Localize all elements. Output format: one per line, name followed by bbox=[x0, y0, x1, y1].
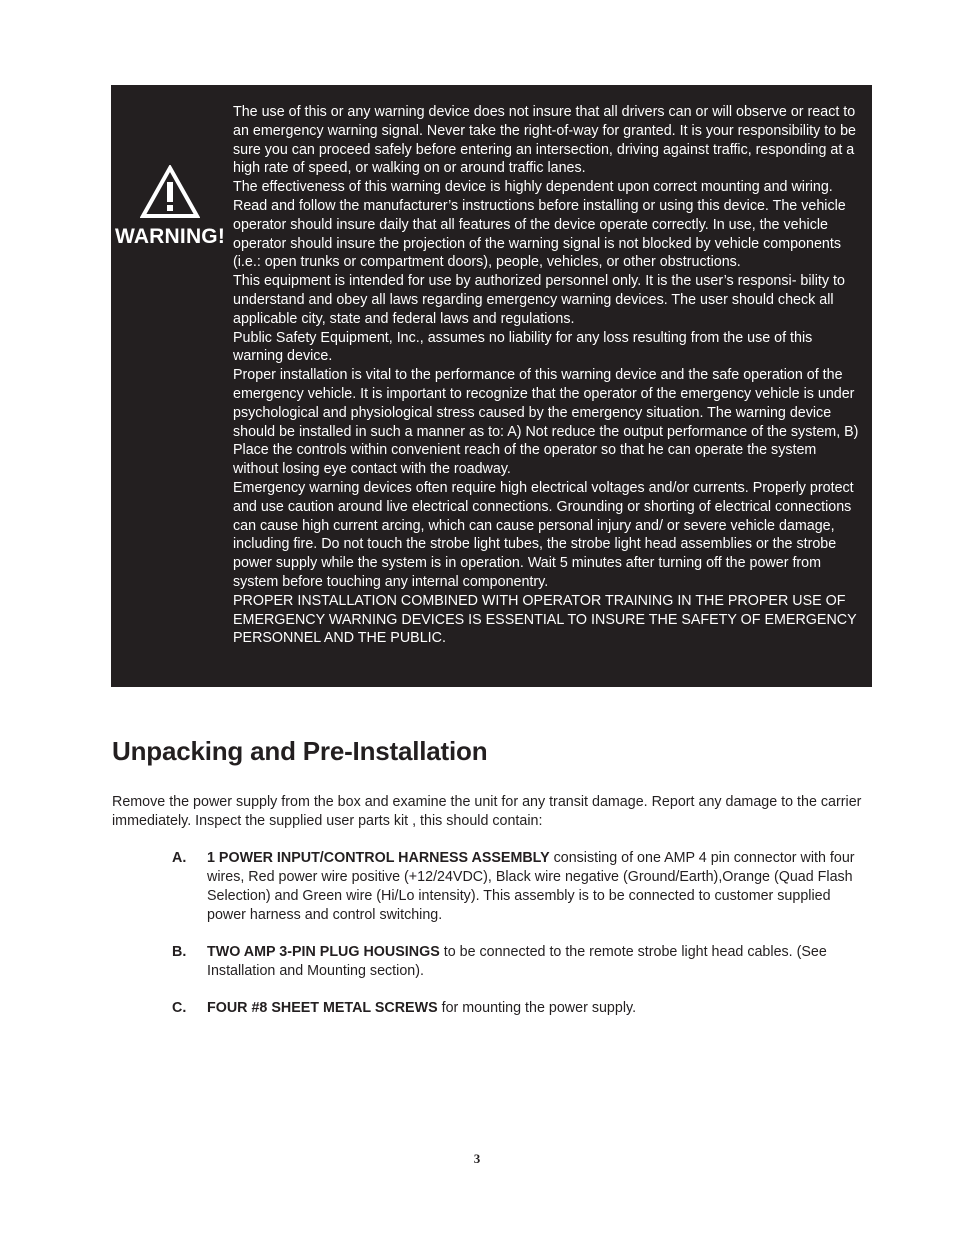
item-lead: FOUR #8 SHEET METAL SCREWS bbox=[207, 1000, 438, 1016]
warning-badge bbox=[111, 165, 229, 249]
item-letter: A. bbox=[172, 850, 187, 866]
warning-box bbox=[111, 85, 872, 687]
warning-paragraph: Public Safety Equipment, Inc., assumes no liability for any loss resulting from the use of this warning device. bbox=[233, 329, 813, 365]
warning-label: WARNING! bbox=[114, 225, 226, 248]
warning-paragraph: The effectiveness of this warning device is highly dependent upon correct mounting and wiring. Read and follow the manufacturer’s instructions before installing or using this device. The vehicle operator should insure daily that all features of the device operate correctly. In use, the vehicle operator should insure the projection of the warning signal is not blocked by vehicle components (i.e.: open trunks or compartment doors), people, vehicles, or other obstructions. bbox=[233, 179, 846, 271]
list-item bbox=[172, 943, 872, 981]
item-letter: C. bbox=[172, 1000, 187, 1016]
item-lead: 1 POWER INPUT/CONTROL HARNESS ASSEMBLY bbox=[207, 850, 550, 866]
item-text: to be connected to the remote strobe light head cables. (See Installation and Mounting section). bbox=[207, 944, 827, 979]
item-text: for mounting the power supply. bbox=[437, 1000, 637, 1016]
list-item bbox=[172, 999, 872, 1018]
item-lead: TWO AMP 3-PIN PLUG HOUSINGS bbox=[207, 944, 440, 960]
item-text: consisting of one AMP 4 pin connector with four wires, Red power wire positive (+12/24VDC), Black wire negative (Ground/Earth),Orange (Quad Flash Selection) and Green wire (Hi/Lo intensity). This assembly is to be connected to customer supplied power harness and control switching. bbox=[207, 850, 855, 923]
warning-paragraph: Emergency warning devices often require high electrical voltages and/or currents. Properly protect and use caution around live electrical connections. Grounding or shorting of electrical connections can cause high current arcing, which can cause personal injury and/ or severe vehicle damage, including fire. Do not touch the strobe light tubes, the strobe light head assemblies or the strobe power supply while the system is in operation. Wait 5 minutes after turning off the power from system before touching any internal componentry. bbox=[233, 479, 854, 590]
warning-triangle-icon bbox=[140, 165, 200, 219]
warning-paragraph: PROPER INSTALLATION COMBINED WITH OPERATOR TRAINING IN THE PROPER USE OF EMERGENCY WARNING DEVICES IS ESSENTIAL TO INSURE THE SAFETY OF EMERGENCY PERSONNEL AND THE PUBLIC. bbox=[233, 592, 857, 647]
warning-paragraph: This equipment is intended for use by authorized personnel only. It is the user’s responsi- bility to understand and obey all laws regarding emergency warning devices. The user should check all applicable city, state and federal laws and regulations. bbox=[233, 273, 845, 327]
warning-paragraph: Proper installation is vital to the performance of this warning device and the safe operation of the emergency vehicle. It is important to recognize that the operator of the emergency vehicle is under psychological and physiological stress caused by the emergency situation. The warning device should be installed in such a manner as to: A) Not reduce the output performance of the system, B) Place the controls within convenient reach of the operator so that he can operate the system without losing eye contact with the roadway. bbox=[233, 367, 859, 478]
item-letter: B. bbox=[172, 944, 187, 960]
warning-text bbox=[233, 103, 863, 648]
intro-paragraph: Remove the power supply from the box and examine the unit for any transit damage. Report any damage to the carrier immediately. Inspect the supplied user parts kit , this should contain: bbox=[112, 794, 862, 829]
page-number: 3 bbox=[473, 1151, 481, 1166]
section-title: Unpacking and Pre-Installation bbox=[112, 736, 488, 766]
parts-kit-list bbox=[172, 849, 872, 1036]
list-item bbox=[172, 849, 872, 925]
warning-paragraph: The use of this or any warning device does not insure that all drivers can or will observe or react to an emergency warning signal. Never take the right-of-way for granted. It is your responsibility to be sure you can proceed safely before entering an intersection, driving against traffic, responding at a high rate of speed, or walking on or around traffic lanes. bbox=[233, 104, 857, 177]
